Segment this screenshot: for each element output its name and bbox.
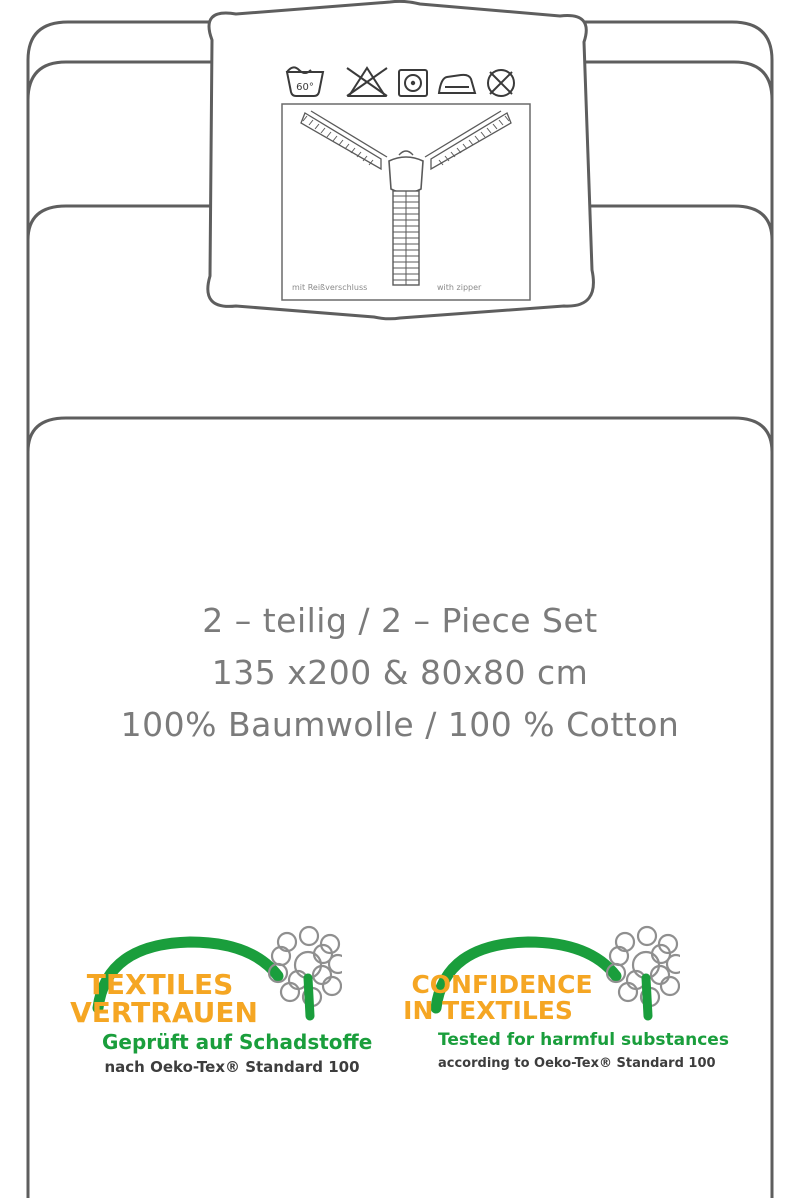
spec-line-dimensions: 135 x200 & 80x80 cm xyxy=(211,653,589,692)
logo-title-line2: VERTRAUEN xyxy=(70,996,258,1029)
no-dry-clean-icon xyxy=(488,70,514,96)
logo-subtitle: Tested for harmful substances xyxy=(438,1030,729,1050)
iron-icon xyxy=(439,75,475,93)
no-bleach-icon xyxy=(347,68,387,96)
logo-subtitle: Geprüft auf Schadstoffe xyxy=(102,1030,373,1054)
spec-line-set: 2 – teilig / 2 – Piece Set xyxy=(202,601,598,640)
zipper-caption-english: with zipper xyxy=(437,283,482,292)
spec-line-material: 100% Baumwolle / 100 % Cotton xyxy=(120,705,680,744)
oeko-tex-logo-german xyxy=(70,920,373,1080)
care-symbol-row xyxy=(283,60,523,100)
logo-title-line1: TEXTILES xyxy=(86,968,234,1001)
logo-standard: according to Oeko-Tex® Standard 100 xyxy=(438,1056,716,1071)
product-spec-block xyxy=(0,595,800,751)
zipper-caption-german: mit Reißverschluss xyxy=(292,283,368,292)
logo-title-line2: IN TEXTILES xyxy=(403,996,573,1025)
tumble-dry-icon xyxy=(399,70,427,96)
logo-title-line1: CONFIDENCE xyxy=(411,970,593,999)
logo-standard: nach Oeko-Tex® Standard 100 xyxy=(104,1058,360,1076)
wash-60-icon xyxy=(287,67,323,96)
svg-text:60°: 60° xyxy=(296,82,314,93)
zipper-diagram xyxy=(281,103,531,303)
oeko-tex-logo-english xyxy=(403,920,729,1080)
